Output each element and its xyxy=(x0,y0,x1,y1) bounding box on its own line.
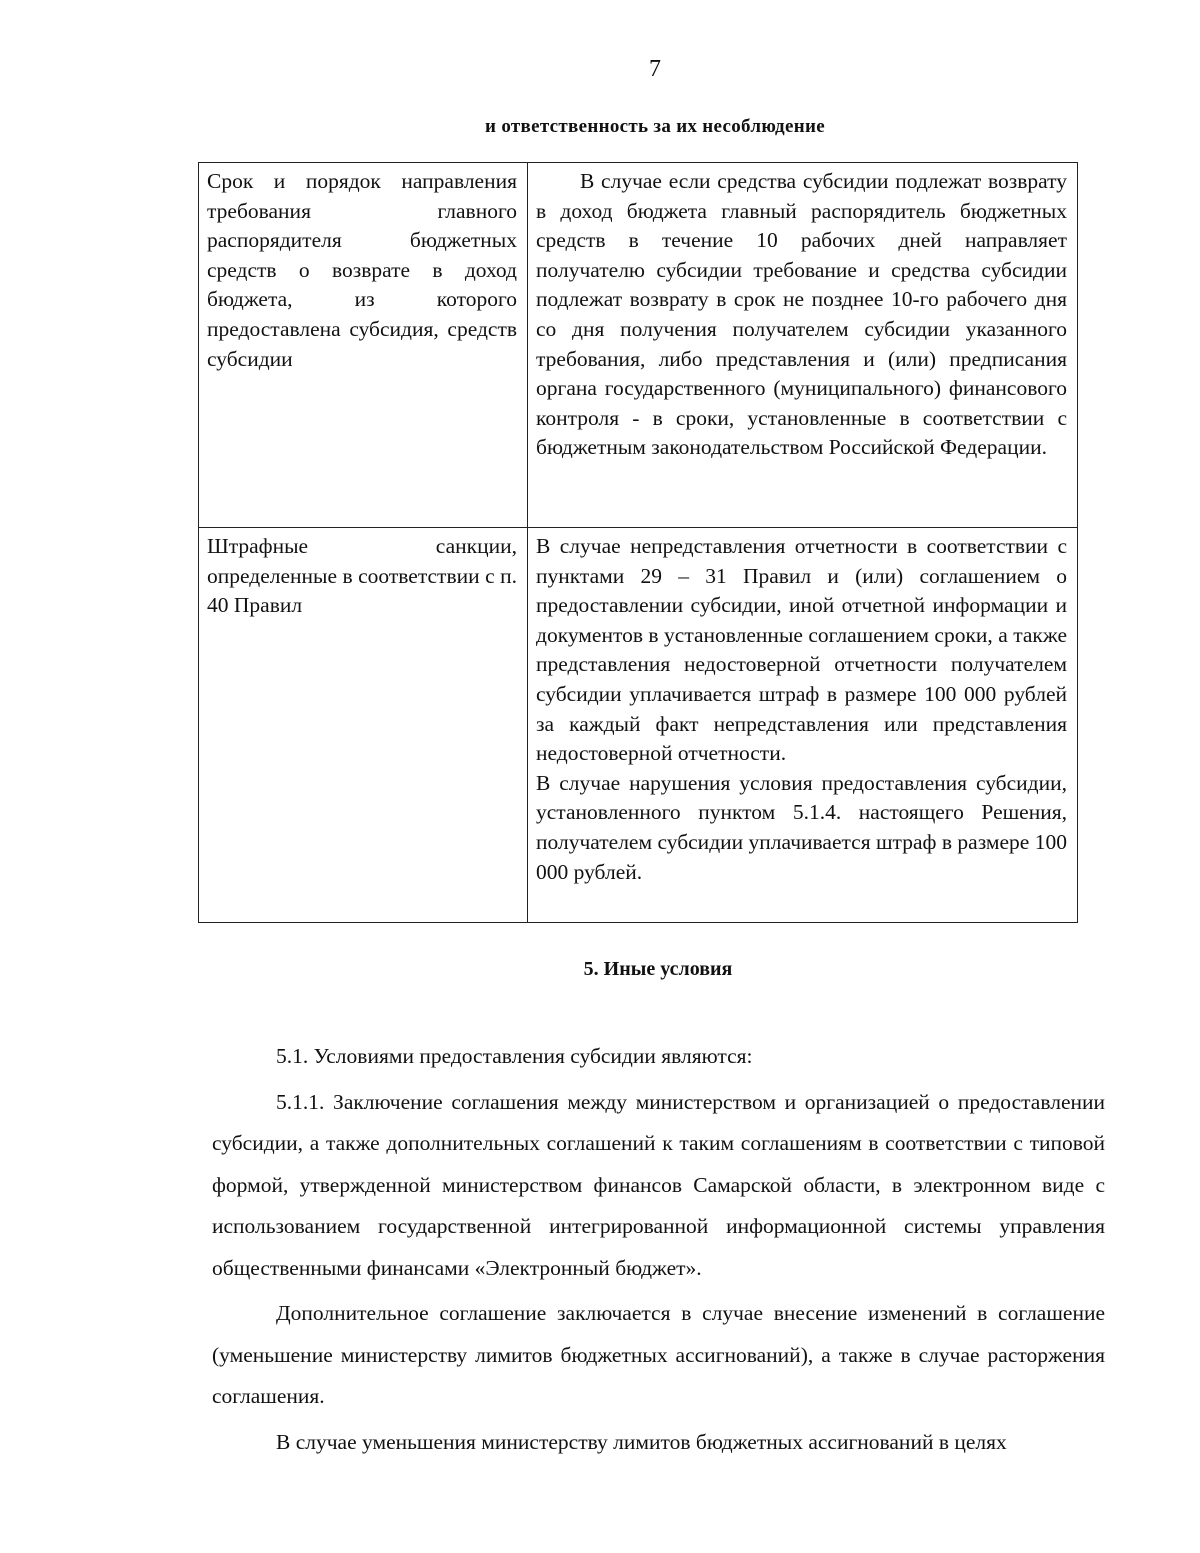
paragraph: В случае уменьшения министерству лимитов бюджетных ассигнований в целях xyxy=(276,1429,1007,1454)
cell-paragraph: В случае нарушения условия предоставления субсидии, установленного пунктом 5.1.4. настоящего Решения, получателем субсидии уплачивается штраф в размере 100 000 рублей. xyxy=(536,770,1067,884)
table-row xyxy=(199,528,1078,923)
table-cell-label: Штрафные санкции, определенные в соответствии с п. 40 Правил xyxy=(199,528,528,923)
table-row xyxy=(199,163,1078,528)
table-cell-content xyxy=(528,528,1078,923)
cell-paragraph: В случае непредставления отчетности в соответствии с пунктами 29 – 31 Правил и (или) соглашением о предоставлении субсидии, иной отчетной информации и документов в установленные соглашением сроки, а также представления недостоверной отчетности получателем субсидии уплачивается штраф в размере 100 000 рублей за каждый факт непредставления или представления недостоверной отчетности. xyxy=(536,534,1067,766)
table-cell-label: Срок и порядок направления требования главного распорядителя бюджетных средств о возврате в доход бюджета, из которого предоставлена субсидия, средств субсидии xyxy=(199,163,528,528)
table-cell-content xyxy=(528,163,1078,528)
paragraph: Дополнительное соглашение заключается в случае внесение изменений в соглашение (уменьшение министерству лимитов бюджетных ассигнований), а также в случае расторжения соглашения. xyxy=(212,1301,1105,1408)
table-caption: и ответственность за их несоблюдение xyxy=(485,116,825,137)
paragraph: 5.1. Условиями предоставления субсидии являются: xyxy=(276,1044,753,1068)
cell-paragraph: В случае если средства субсидии подлежат возврату в доход бюджета главный распорядитель бюджетных средств в течение 10 рабочих дней направляет получателю субсидии требование и средства субсидии подлежат возврату в срок не позднее 10-го рабочего дня со дня получения получателем субсидии указанного требования, либо представления и (или) предписания органа государственного (муниципального) финансового контроля - в сроки, установленные в соответствии с бюджетным законодательством Российской Федерации. xyxy=(536,169,1067,460)
paragraph: 5.1.1. Заключение соглашения между министерством и организацией о предоставлении субсидии, а также дополнительных соглашений к таким соглашениям в соответствии с типовой формой, утвержденной министерством финансов Самарской области, в электронном виде с использованием государственной интегрированной информационной системы управления общественными финансами «Электронный бюджет». xyxy=(212,1089,1105,1280)
terms-table xyxy=(198,162,1078,923)
body-text xyxy=(212,1036,1105,1463)
section-heading: 5. Иные условия xyxy=(583,958,733,980)
page-number: 7 xyxy=(649,56,661,82)
